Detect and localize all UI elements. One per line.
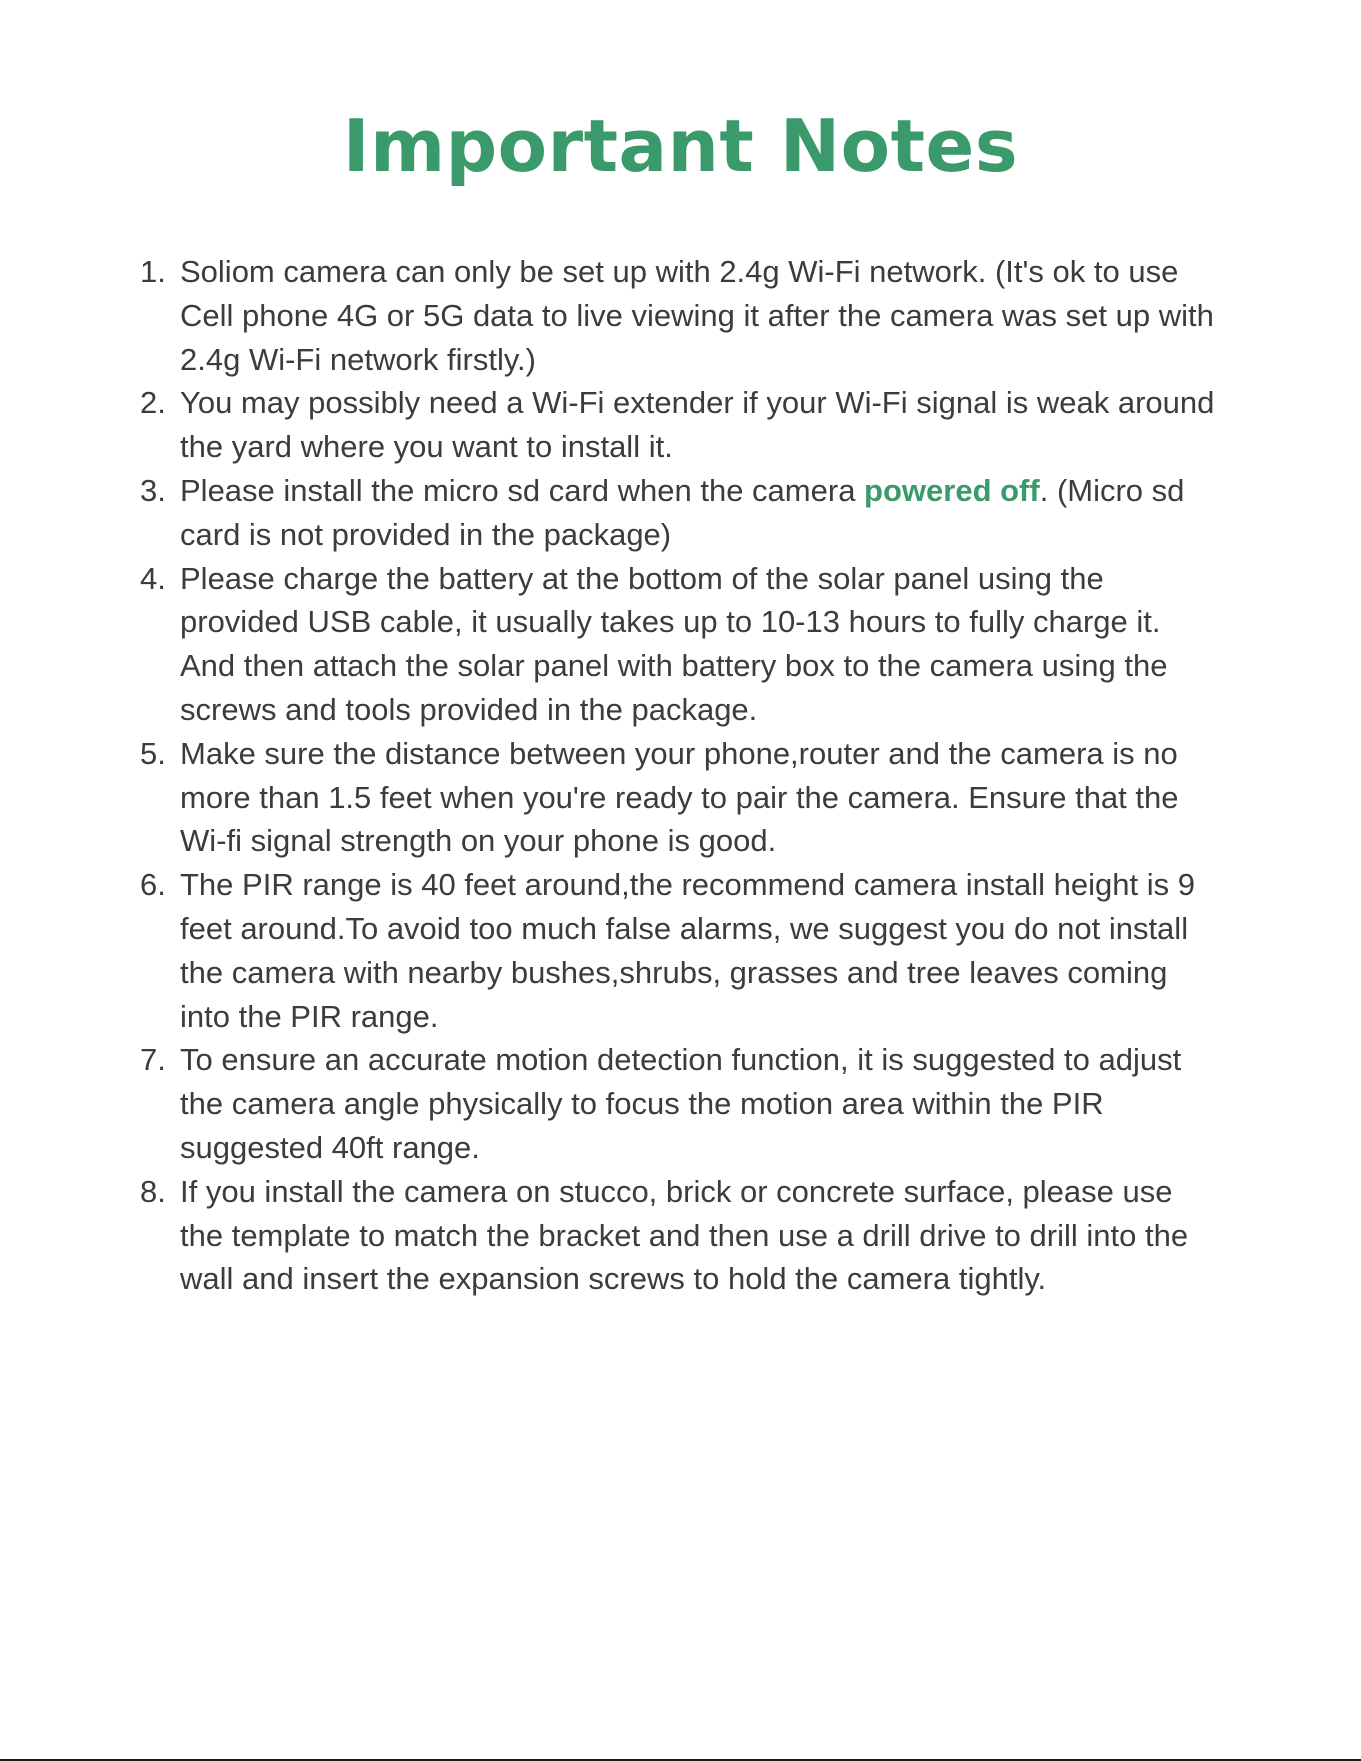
note-item-2: [140, 381, 1216, 469]
note-text: If you install the camera on stucco, brick or concrete surface, please use the template to match the bracket and then use a drill drive to drill into the wall and insert the expansion screws to hold the camera tightly.: [180, 1173, 1189, 1297]
note-item-3: [140, 469, 1216, 557]
highlight-text: powered off: [864, 472, 1040, 508]
note-number: 3.: [140, 472, 166, 508]
note-number: 1.: [140, 254, 166, 289]
note-number: 8.: [140, 1173, 166, 1209]
page-title: Important Notes: [342, 104, 1019, 188]
note-text: Soliom camera can only be set up with 2.4g Wi-Fi network. (It's ok to use Cell phone 4G or 5G data to live viewing it after the camera was set up with 2.4g Wi-Fi network firstly.): [180, 254, 1214, 377]
note-number: 6.: [140, 867, 166, 903]
note-text: Please charge the battery at the bottom of the solar panel using the provided USB cable, it usually takes up to 10-13 hours to fully charge it. And then attach the solar panel with battery box to the camera using the screws and tools provided in the package.: [180, 560, 1168, 727]
note-item-4: [140, 557, 1216, 732]
note-item-8: [140, 1170, 1216, 1301]
note-text: You may possibly need a Wi-Fi extender if your Wi-Fi signal is weak around the yard where you want to install it.: [180, 385, 1215, 465]
note-item-7: [140, 1038, 1216, 1169]
note-number: 2.: [140, 385, 166, 421]
note-text-after: . (Micro sd card is not provided in the package): [180, 472, 1185, 552]
note-text-before: Please install the micro sd card when the camera: [180, 472, 865, 508]
note-number: 5.: [140, 735, 166, 771]
note-number: 4.: [140, 560, 166, 596]
note-number: 7.: [140, 1042, 166, 1078]
note-text: To ensure an accurate motion detection function, it is suggested to adjust the camera angle physically to focus the motion area within the PIR suggested 40ft range.: [180, 1042, 1182, 1165]
note-item-1: [140, 250, 1216, 381]
notes-list: [140, 250, 1216, 1301]
note-item-6: [140, 863, 1216, 1038]
note-text: The PIR range is 40 feet around,the recommend camera install height is 9 feet around.To avoid too much false alarms, we suggest you do not install the camera with nearby bushes,shrubs, grasses and tree leaves coming into the PIR range.: [180, 867, 1195, 1034]
note-text: Make sure the distance between your phone,router and the camera is no more than 1.5 feet when you're ready to pair the camera. Ensure that the Wi-fi signal strength on your phone is good.: [180, 735, 1179, 859]
note-text: [180, 469, 1216, 557]
note-item-5: [140, 732, 1216, 863]
